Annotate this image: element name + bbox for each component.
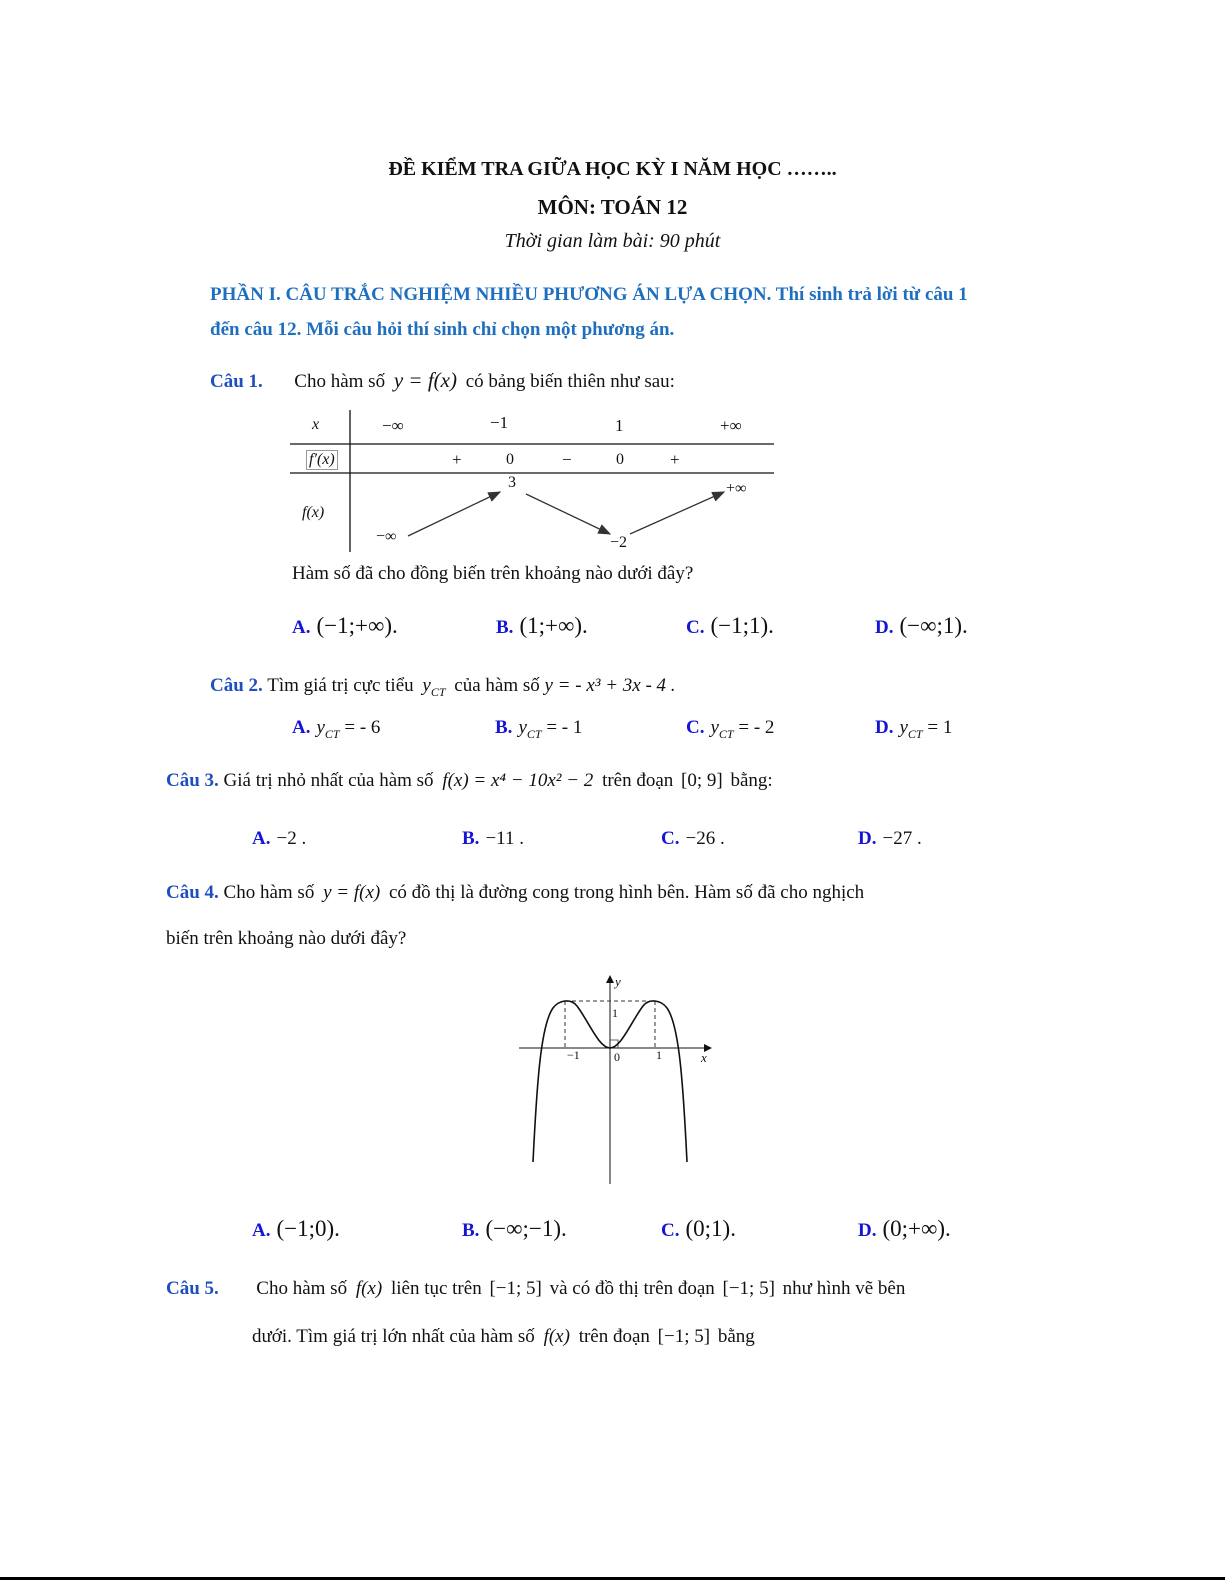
question-4 — [166, 882, 996, 904]
question-5-line2-post: bằng — [717, 1326, 755, 1347]
table-sign-2: − — [562, 450, 572, 469]
q3-option-c[interactable]: C. −26 . — [661, 828, 725, 849]
question-4-text-line1: có đồ thị là đường cong trong hình bên. Hàm số đã cho nghịch — [388, 882, 865, 903]
graph-y-label: y — [615, 974, 621, 989]
q1-option-d[interactable]: D. (−∞;1). — [875, 613, 968, 638]
table-deriv-label: f′(x) — [306, 450, 338, 470]
question-1 — [210, 368, 675, 393]
table-x-val-0: −∞ — [382, 416, 404, 435]
question-4-func: y = f(x) — [323, 882, 381, 903]
question-5-text-c: như hình vẽ bên — [782, 1278, 906, 1299]
graph-tick-neg1: −1 — [567, 1048, 580, 1062]
table-f-val-3: +∞ — [726, 480, 747, 497]
table-sign-3: 0 — [616, 451, 624, 468]
table-x-val-1: −1 — [490, 413, 509, 432]
question-3-text-post: bằng: — [730, 770, 773, 791]
q1-option-c[interactable]: C. (−1;1). — [686, 613, 774, 638]
question-5 — [166, 1278, 905, 1300]
question-2-func: y = - x³ + 3x - 4 . — [544, 675, 676, 696]
function-graph-svg — [515, 970, 720, 1188]
graph-tick-y1: 1 — [612, 1006, 618, 1020]
question-1-prompt: Hàm số đã cho đồng biến trên khoảng nào dưới đây? — [292, 563, 694, 584]
time-limit: Thời gian làm bài: 90 phút — [504, 230, 721, 252]
page-bottom-border — [0, 1577, 1225, 1580]
question-3-interval: [0; 9] — [681, 770, 723, 791]
question-4-line2: biến trên khoảng nào dưới đây? — [166, 928, 407, 949]
question-5-func: f(x) — [355, 1278, 383, 1299]
question-4-label: Câu 4. — [166, 882, 219, 903]
question-5-line2-mid: trên đoạn — [578, 1326, 650, 1347]
question-2-label: Câu 2. — [210, 675, 263, 696]
q3-option-d[interactable]: D. −27 . — [858, 828, 922, 849]
question-5-text-pre: Cho hàm số — [256, 1278, 348, 1299]
part-1-heading: PHẦN I. CÂU TRẮC NGHIỆM NHIỀU PHƯƠNG ÁN LỰA CHỌN. Thí sinh trả lời từ câu 1 đến câu 12. Mỗi câu hỏi thí sinh chỉ chọn một phương án. — [210, 284, 968, 340]
q3-option-b[interactable]: B. −11 . — [462, 828, 524, 849]
question-3-label: Câu 3. — [166, 770, 219, 791]
graph-tick-0: 0 — [614, 1050, 620, 1064]
arrow-down — [526, 494, 610, 534]
arrow-up-1 — [408, 492, 500, 536]
subject-title: MÔN: TOÁN 12 — [537, 195, 688, 219]
question-1-func: y = f(x) — [393, 368, 457, 392]
q2-option-d[interactable]: D. $y_{CT} = 1$ — [875, 717, 953, 741]
question-3-text-mid: trên đoạn — [602, 770, 674, 791]
question-5-label: Câu 5. — [166, 1278, 219, 1299]
question-5-line2 — [252, 1326, 755, 1348]
question-5-line2-pre: dưới. Tìm giá trị lớn nhất của hàm số — [252, 1326, 535, 1347]
table-x-label: x — [312, 416, 320, 433]
question-3 — [166, 770, 773, 792]
question-5-interval-b: [−1; 5] — [722, 1278, 775, 1299]
q3-option-a[interactable]: A. −2 . — [252, 828, 307, 849]
q2-option-a[interactable]: A. $y_{CT}$ = - 6 — [292, 717, 381, 741]
question-2-text-pre: Tìm giá trị cực tiểu — [267, 675, 414, 696]
question-2: Câu 2. Tìm giá trị cực tiểu $y_{CT}$ của hàm số y = - x³ + 3x - 4 . — [210, 675, 676, 699]
table-sign-1: 0 — [506, 451, 514, 468]
question-5-text-b: và có đồ thị trên đoạn — [549, 1278, 715, 1299]
q2-option-b[interactable]: B. $y_{CT}$ = - 1 — [495, 717, 583, 741]
q4-option-c[interactable]: C. (0;1). — [661, 1216, 736, 1241]
question-4-text-pre: Cho hàm số — [223, 882, 315, 903]
variation-table — [290, 408, 780, 556]
q1-option-b[interactable]: B. (1;+∞). — [496, 613, 588, 638]
question-5-line2-func: f(x) — [543, 1326, 570, 1347]
question-3-text-pre: Giá trị nhỏ nhất của hàm số — [223, 770, 434, 791]
table-f-val-2: −2 — [610, 534, 628, 551]
exam-title: ĐỀ KIỂM TRA GIỮA HỌC KỲ I NĂM HỌC …….. — [388, 158, 837, 180]
table-f-label: f(x) — [302, 504, 325, 521]
table-f-val-1: 3 — [508, 474, 516, 491]
question-1-text-pre: Cho hàm số — [294, 371, 386, 392]
question-2-var: y — [422, 675, 431, 696]
question-5-interval-a: [−1; 5] — [489, 1278, 542, 1299]
variation-table-svg — [290, 408, 780, 556]
question-1-label: Câu 1. — [210, 371, 263, 392]
table-sign-0: + — [452, 450, 462, 469]
question-5-text-a: liên tục trên — [390, 1278, 482, 1299]
graph-x-label: x — [701, 1050, 707, 1065]
table-sign-4: + — [670, 450, 680, 469]
q4-option-b[interactable]: B. (−∞;−1). — [462, 1216, 567, 1241]
q4-option-d[interactable]: D. (0;+∞). — [858, 1216, 951, 1241]
q1-option-a[interactable]: A. (−1;+∞). — [292, 613, 398, 638]
question-1-text-post: có bảng biến thiên như sau: — [465, 371, 675, 392]
table-f-val-0: −∞ — [376, 528, 397, 545]
question-2-text-mid: của hàm số — [454, 675, 540, 696]
arrow-up-2 — [630, 492, 724, 534]
table-x-val-3: +∞ — [720, 416, 742, 435]
graph-tick-1: 1 — [656, 1048, 662, 1062]
question-3-func: f(x) = x⁴ − 10x² − 2 — [442, 770, 594, 791]
q4-option-a[interactable]: A. (−1;0). — [252, 1216, 340, 1241]
function-graph — [515, 970, 720, 1188]
question-5-line2-interval: [−1; 5] — [657, 1326, 711, 1347]
table-x-val-2: 1 — [615, 416, 624, 435]
q2-option-c[interactable]: C. $y_{CT}$ = - 2 — [686, 717, 775, 741]
